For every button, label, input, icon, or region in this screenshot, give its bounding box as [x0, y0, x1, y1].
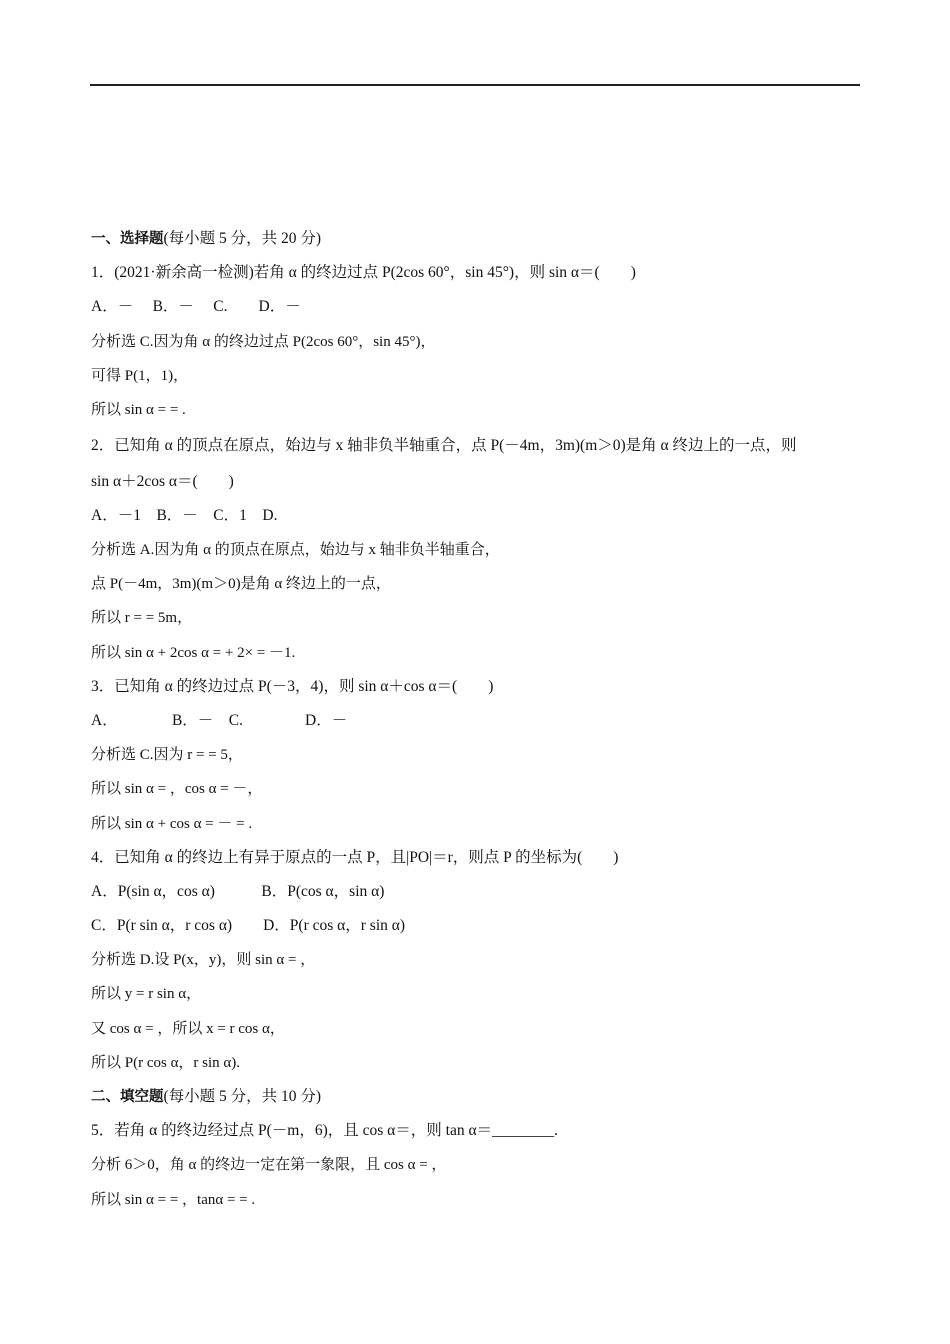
analysis-4-line-1: 分析选 D.设 P(x，y)，则 sin α = ，: [91, 952, 316, 969]
analysis-1-line-1: 分析选 C.因为角 α 的终边过点 P(2cos 60°，sin 45°)，: [91, 333, 436, 350]
section-heading-fill: [91, 1080, 871, 1114]
analysis-2-line-4: 所以 sin α + 2cos α = + 2× = －1.: [91, 644, 296, 661]
question-1-options: A．－ B．－ C. D．－: [91, 298, 301, 316]
analysis-5-line-2: 所以 sin α = = ，tanα = = .: [91, 1191, 256, 1208]
section-note: (每小题 5 分，共 10 分): [163, 1088, 322, 1105]
question-5: 5．若角 α 的终边经过点 P(－m，6)，且 cos α＝，则 tan α＝________.: [91, 1122, 558, 1140]
analysis-3-line-3: 所以 sin α + cos α = － = .: [91, 815, 253, 832]
question-1: 1．(2021·新余高一检测)若角 α 的终边过点 P(2cos 60°，sin 45°)，则 sin α＝( ): [91, 264, 636, 282]
document-body: [91, 222, 871, 1217]
question-2-options: A．－1 B．－ C．1 D.: [91, 506, 278, 524]
analysis-3-line-2: 所以 sin α = ，cos α = －，: [91, 781, 263, 798]
analysis-1-line-2: 可得 P(1，1)，: [91, 367, 189, 384]
question-2-line-1: 2．已知角 α 的顶点在原点，始边与 x 轴非负半轴重合，点 P(－4m，3m)(m＞0)是角 α 终边上的一点，则: [91, 437, 797, 455]
question-2-line-2: sin α＋2cos α＝( ): [91, 472, 234, 490]
section-title: 二、填空题: [91, 1089, 164, 1105]
question-4-options-ab: A．P(sin α，cos α) B．P(cos α，sin α): [91, 882, 385, 900]
analysis-4-line-3: 又 cos α = ，所以 x = r cos α，: [91, 1020, 285, 1037]
question-3: 3．已知角 α 的终边过点 P(－3，4)，则 sin α＋cos α＝( ): [91, 677, 494, 695]
analysis-4-line-4: 所以 P(r cos α，r sin α).: [91, 1054, 241, 1071]
analysis-4-line-2: 所以 y = r sin α，: [91, 986, 202, 1003]
analysis-2-line-3: 所以 r = = 5m，: [91, 610, 193, 627]
question-4: 4．已知角 α 的终边上有异于原点的一点 P，且|PO|＝r，则点 P 的坐标为( ): [91, 848, 619, 866]
analysis-1-line-3: 所以 sin α = = .: [91, 401, 186, 418]
question-4-options-cd: C．P(r sin α，r cos α) D．P(r cos α，r sin α): [91, 917, 406, 935]
header-rule: [90, 84, 860, 86]
section-heading-choice: [91, 222, 871, 256]
question-3-options: A． B．－ C. D．－: [91, 711, 348, 729]
section-note: (每小题 5 分，共 20 分): [163, 230, 322, 247]
analysis-2-line-1: 分析选 A.因为角 α 的顶点在原点，始边与 x 轴非负半轴重合，: [91, 542, 500, 558]
analysis-3-line-1: 分析选 C.因为 r = = 5，: [91, 747, 243, 764]
section-title: 一、选择题: [91, 231, 164, 247]
analysis-5-line-1: 分析 6＞0，角 α 的终边一定在第一象限，且 cos α = ，: [91, 1157, 447, 1174]
analysis-2-line-2: 点 P(－4m，3m)(m＞0)是角 α 终边上的一点，: [91, 576, 391, 593]
